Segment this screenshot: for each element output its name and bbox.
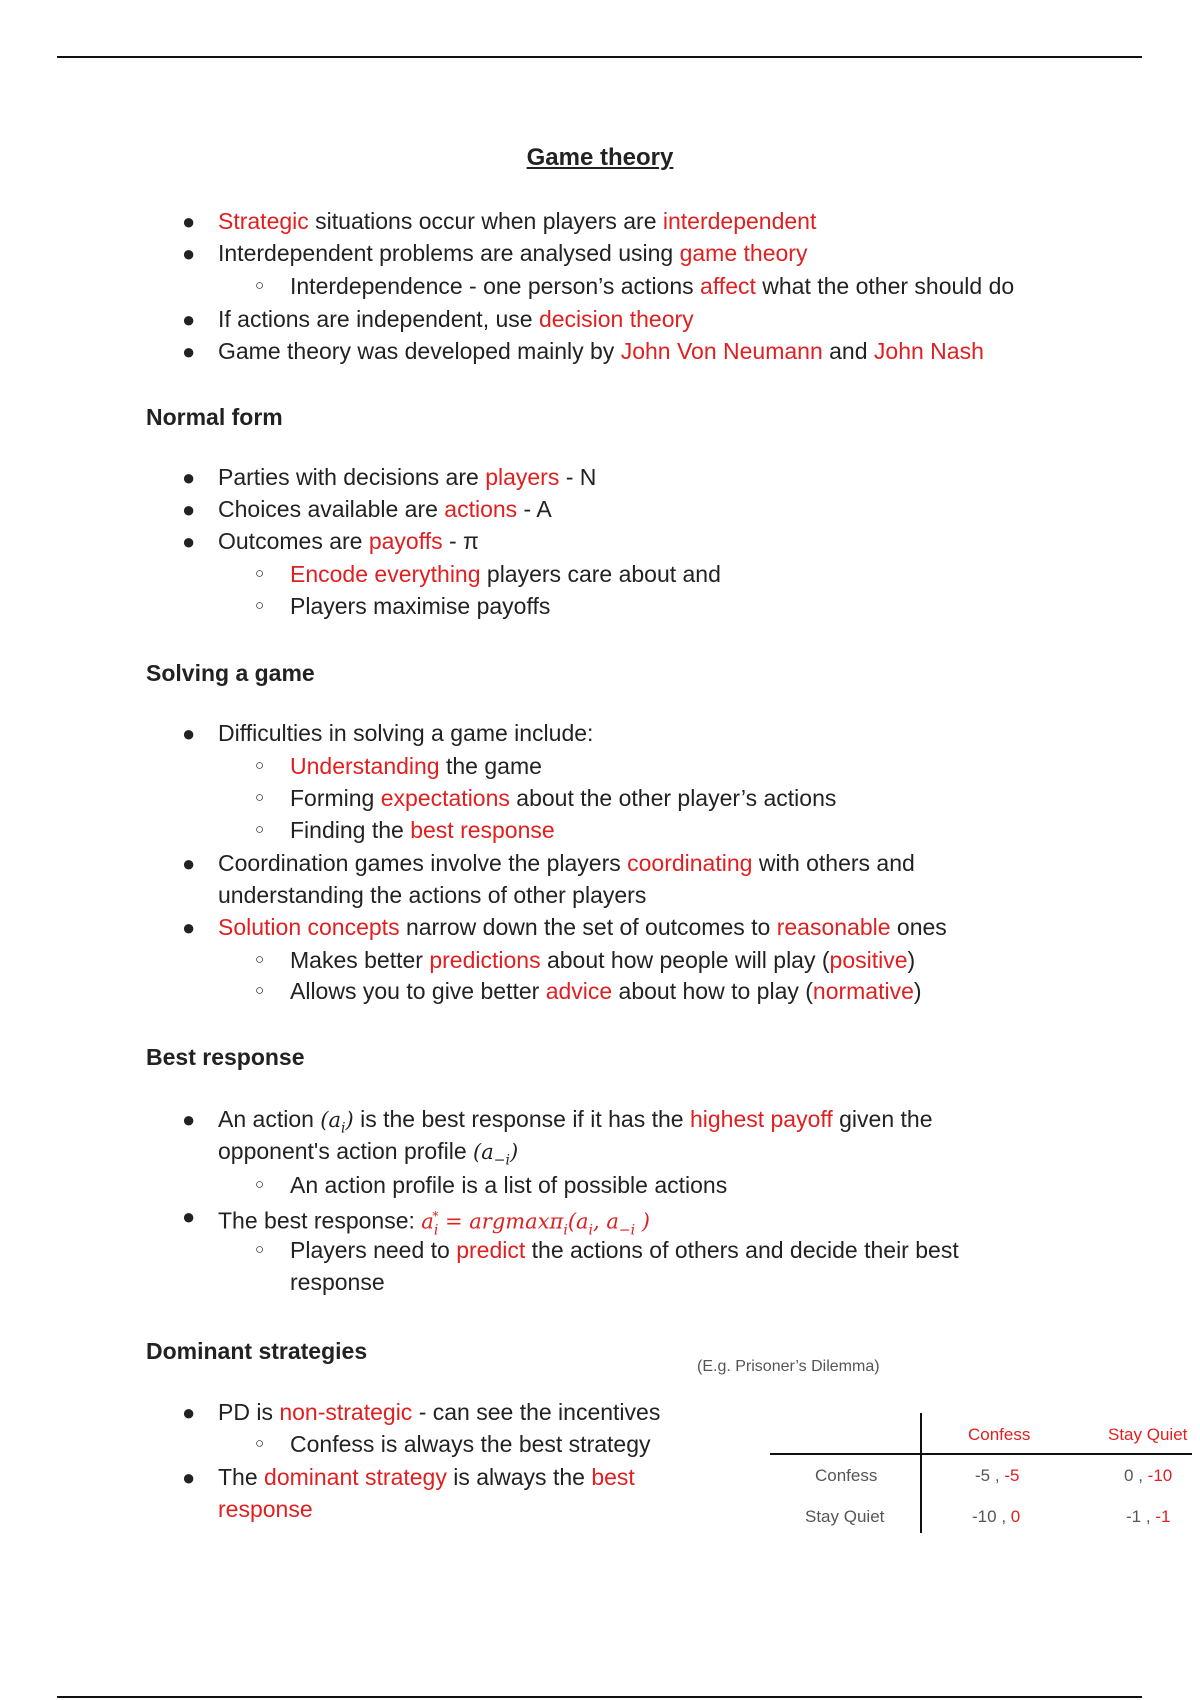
table-caption: (E.g. Prisoner’s Dilemma)	[697, 1358, 880, 1375]
column-header: Confess	[968, 1425, 1031, 1444]
list-item: Strategic situations occur when players are interdependent	[218, 208, 817, 234]
bullet-icon: ●	[182, 497, 196, 522]
list-item: Players maximise payoffs	[290, 593, 551, 619]
sub-bullet-icon: ○	[255, 1435, 265, 1452]
sub-bullet-icon: ○	[255, 597, 265, 614]
sub-bullet-icon: ○	[255, 757, 265, 774]
list-item: Encode everything players care about and	[290, 561, 721, 587]
list-item: Players need to predict the actions of others and decide their best	[290, 1237, 959, 1263]
page-title: Game theory	[526, 144, 674, 171]
list-item: PD is non-strategic - can see the incentives	[218, 1399, 661, 1425]
list-item: Solution concepts narrow down the set of outcomes to reasonable ones	[218, 914, 947, 940]
bullet-icon: ●	[182, 915, 196, 940]
list-item: Allows you to give better advice about how to play (normative)	[290, 978, 922, 1004]
list-item: If actions are independent, use decision theory	[218, 306, 694, 332]
section-heading: Solving a game	[146, 660, 315, 686]
table-cell: -5 , -5	[975, 1466, 1020, 1485]
list-item: Parties with decisions are players - N	[218, 464, 597, 490]
bullet-icon: ●	[182, 1204, 196, 1229]
sub-bullet-icon: ○	[255, 789, 265, 806]
sub-bullet-icon: ○	[255, 821, 265, 838]
table-cell: -1 , -1	[1126, 1507, 1171, 1526]
list-item: Game theory was developed mainly by John Von Neumann and John Nash	[218, 338, 984, 364]
sub-bullet-icon: ○	[255, 1241, 265, 1258]
list-item: The best response: $a_i^* = argmax\pi_i(a_i$, $a_{-i}$ )	[218, 1207, 650, 1239]
bullet-icon: ●	[182, 1107, 196, 1132]
column-header: Stay Quiet	[1108, 1425, 1188, 1444]
list-item-continuation: response	[218, 1496, 313, 1522]
list-item: Forming expectations about the other player’s actions	[290, 785, 837, 811]
list-item: An action $(a_i)$ is the best response if it has the highest payoff given the	[218, 1106, 933, 1137]
list-item: The dominant strategy is always the best	[218, 1464, 635, 1490]
row-header: Stay Quiet	[805, 1507, 885, 1526]
bullet-icon: ●	[182, 209, 196, 234]
list-item: Finding the best response	[290, 817, 555, 843]
top-rule	[57, 56, 1142, 58]
bullet-icon: ●	[182, 339, 196, 364]
sub-bullet-icon: ○	[255, 951, 265, 968]
table-divider	[770, 1453, 1192, 1455]
bullet-icon: ●	[182, 529, 196, 554]
list-item-continuation: response	[290, 1269, 385, 1295]
sub-bullet-icon: ○	[255, 1176, 265, 1193]
section-heading: Normal form	[146, 404, 283, 430]
table-cell: -10 , 0	[972, 1507, 1021, 1526]
table-cell: 0 , -10	[1124, 1466, 1173, 1485]
bottom-rule	[57, 1696, 1142, 1698]
list-item: Difficulties in solving a game include:	[218, 720, 594, 746]
list-item-continuation: opponent's action profile $(a_{-i})$	[218, 1138, 519, 1169]
bullet-icon: ●	[182, 241, 196, 266]
sub-bullet-icon: ○	[255, 982, 265, 999]
bullet-icon: ●	[182, 1400, 196, 1425]
bullet-icon: ●	[182, 851, 196, 876]
table-divider	[920, 1413, 922, 1533]
list-item: Interdependence - one person’s actions affect what the other should do	[290, 273, 1015, 299]
sub-bullet-icon: ○	[255, 277, 265, 294]
list-item: Makes better predictions about how people will play (positive)	[290, 947, 916, 973]
row-header: Confess	[815, 1466, 878, 1485]
list-item: Coordination games involve the players coordinating with others and	[218, 850, 915, 876]
list-item-continuation: understanding the actions of other players	[218, 882, 647, 908]
list-item: Interdependent problems are analysed using game theory	[218, 240, 808, 266]
list-item: Confess is always the best strategy	[290, 1431, 651, 1457]
bullet-icon: ●	[182, 307, 196, 332]
list-item: An action profile is a list of possible actions	[290, 1172, 728, 1198]
list-item: Choices available are actions - A	[218, 496, 552, 522]
sub-bullet-icon: ○	[255, 565, 265, 582]
bullet-icon: ●	[182, 1465, 196, 1490]
section-heading: Dominant strategies	[146, 1338, 368, 1364]
bullet-icon: ●	[182, 465, 196, 490]
list-item: Understanding the game	[290, 753, 542, 779]
list-item: Outcomes are payoffs - π	[218, 528, 479, 554]
section-heading: Best response	[146, 1044, 305, 1070]
bullet-icon: ●	[182, 721, 196, 746]
